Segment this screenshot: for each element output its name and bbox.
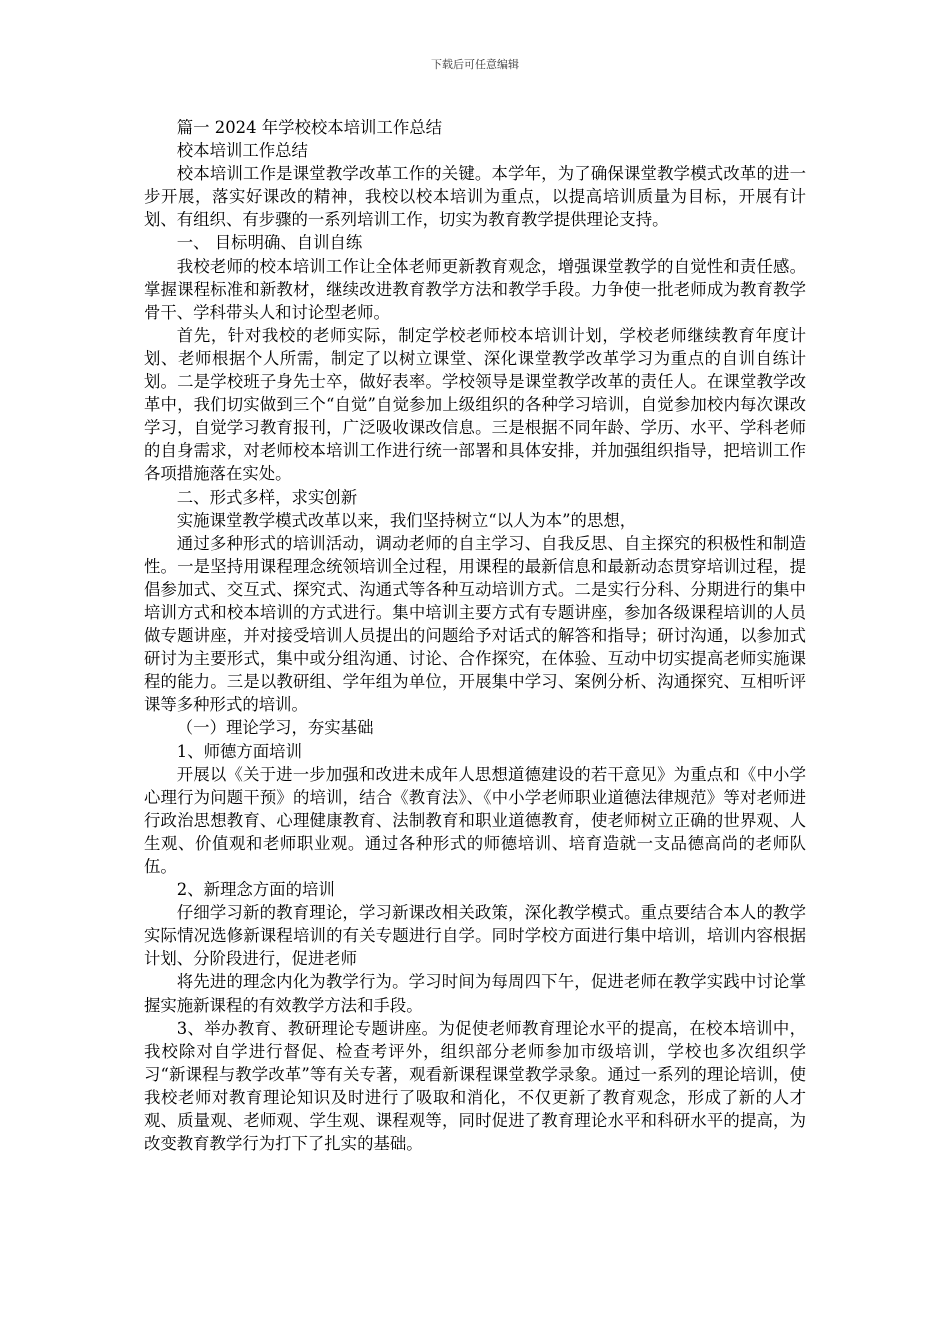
page-header-note: 下载后可任意编辑 (431, 58, 519, 71)
document-body (144, 116, 806, 1155)
paragraph: 通过多种形式的培训活动，调动老师的自主学习、自我反思、自主探究的积极性和制造性。一是坚持用课程理念统领培训全过程，用课程的最新信息和最新动态贯穿培训过程，提倡参加式、交互式、探究式、沟通式等各种互动培训方式。二是实行分科、分期进行的集中培训方式和校本培训的方式进行。集中培训主要方式有专题讲座，参加各级课程培训的人员做专题讲座，并对接受培训人员提出的问题给予对话式的解答和指导；研讨沟通，以参加式研讨为主要形式，集中或分组沟通、讨论、合作探究，在体验、互动中切实提高老师实施课程的能力。三是以教研组、学年组为单位，开展集中学习、案例分析、沟通探究、互相听评课等多种形式的培训。 (144, 533, 806, 715)
paragraph: 我校老师的校本培训工作让全体老师更新教育观念，增强课堂教学的自觉性和责任感。掌握课程标准和新教材，继续改进教育教学方法和教学手段。力争使一批老师成为教育教学骨干、学科带头人和讨论型老师。 (144, 256, 806, 322)
subsection-heading: （一）理论学习，夯实基础 (176, 718, 374, 738)
paragraph: 首先，针对我校的老师实际，制定学校老师校本培训计划，学校老师继续教育年度计划、老师根据个人所需，制定了以树立课堂、深化课堂教学改革学习为重点的自训自练计划。二是学校班子身先士卒，做好表率。学校领导是课堂教学改革的责任人。在课堂教学改革中，我们切实做到三个“自觉”自觉参加上级组织的各种学习培训，自觉参加校内每次课改学习，自觉学习教育报刊，广泛吸收课改信息。三是根据不同年龄、学历、水平、学科老师的自身需求，对老师校本培训工作进行统一部署和具体安排，并加强组织指导，把培训工作各项措施落在实处。 (144, 325, 806, 484)
document-subtitle: 校本培训工作总结 (176, 141, 308, 161)
item-heading-2: 2、新理念方面的培训 (176, 880, 335, 900)
intro-paragraph: 校本培训工作是课堂教学改革工作的关键。本学年，为了确保课堂教学模式改革的进一步开展，落实好课改的精神，我校以校本培训为重点，以提高培训质量为目标，开展有计划、有组织、有步骤的一系列培训工作，切实为教育教学提供理论支持。 (144, 164, 806, 230)
paragraph: 实施课堂教学模式改革以来，我们坚持树立“以人为本”的思想， (176, 510, 637, 530)
paragraph: 3、举办教育、教研理论专题讲座。为促使老师教育理论水平的提高，在校本培训中，我校除对自学进行督促、检查考评外，组织部分老师参加市级培训，学校也多次组织学习“新课程与教学改革”等有关专著，观看新课程课堂教学录象。通过一系列的理论培训，使我校老师对教育理论知识及时进行了吸取和消化，不仅更新了教育观念，形成了新的人才观、质量观、老师观、学生观、课程观等，同时促进了教育理论水平和科研水平的提高，为改变教育教学行为打下了扎实的基础。 (144, 1018, 806, 1154)
item-heading-1: 1、师德方面培训 (176, 741, 302, 761)
document-title: 篇一 2024 年学校校本培训工作总结 (176, 118, 443, 137)
paragraph: 仔细学习新的教育理论，学习新课改相关政策，深化教学模式。重点要结合本人的教学实际情况选修新课程培训的有关专题进行自学。同时学校方面进行集中培训，培训内容根据计划、分阶段进行，促进老师 (144, 903, 806, 969)
section-heading-2: 二、形式多样，求实创新 (176, 487, 358, 507)
section-heading-1: 一、 目标明确、自训自练 (176, 233, 363, 253)
paragraph: 开展以《关于进一步加强和改进未成年人思想道德建设的若干意见》为重点和《中小学心理行为问题干预》的培训，结合《教育法》、《中小学老师职业道德法律规范》等对老师进行政治思想教育、心理健康教育、法制教育和职业道德教育，使老师树立正确的世界观、人生观、价值观和老师职业观。通过各种形式的师德培训、培育造就一支品德高尚的老师队伍。 (144, 764, 806, 876)
paragraph: 将先进的理念内化为教学行为。学习时间为每周四下午，促进老师在教学实践中讨论掌握实施新课程的有效教学方法和手段。 (144, 972, 806, 1015)
